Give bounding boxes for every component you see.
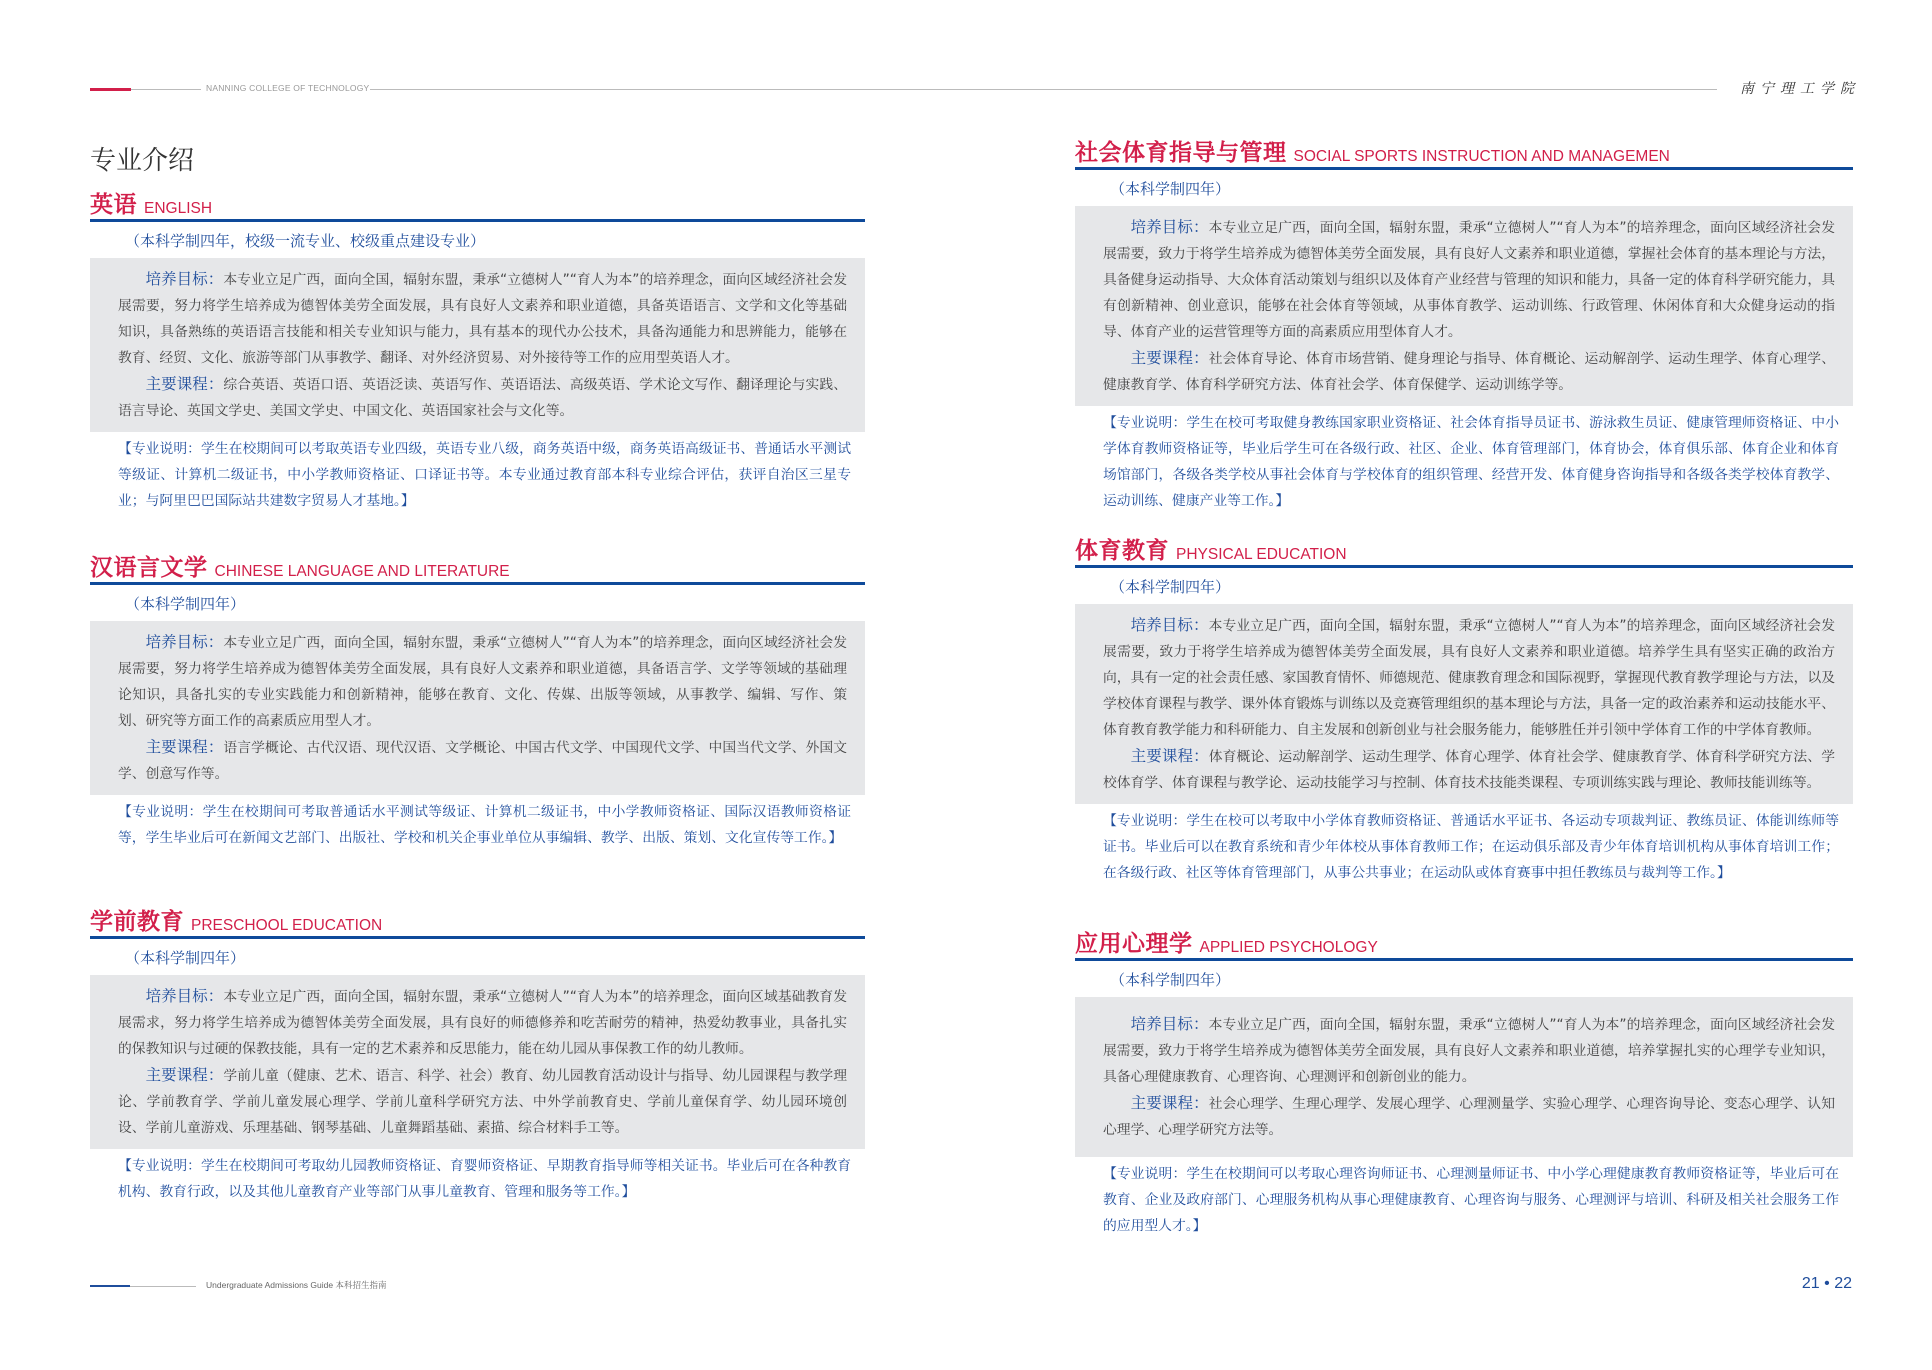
major-applied-psychology [1075,929,1853,1239]
goal-text: 本专业立足广西，面向全国，辐射东盟，秉承“立德树人”“育人为本”的培养理念，面向区域经济社会发展需要，致力于将学生培养成为德智体美劳全面发展，具有良好人文素养和职业道德，培养掌握扎实的心理学专业知识，具备心理健康教育、心理咨询、心理测评和创新创业的能力。 [1103,1017,1835,1085]
major-name-en: CHINESE LANGUAGE AND LITERATURE [214,562,510,580]
major-name-cn: 汉语言文学 [90,555,208,581]
main-courses [1103,345,1835,398]
major-preschool-education [90,907,865,1205]
page-header [90,81,1860,100]
major-duration: （本科学制四年） [1110,180,1231,198]
major-note: 【专业说明：学生在校期间可考取普通话水平测试等级证、计算机二级证书，中小学教师资格证、国际汉语教师资格证等，学生毕业后可在新闻文艺部门、出版社、学校和机关企事业单位从事编辑、教学、出版、策划、文化宣传等工作。】 [118,804,851,846]
major-name-cn: 英语 [90,192,137,218]
major-heading [1075,536,1853,568]
main-courses [1103,743,1835,796]
courses-label: 主要课程： [1130,747,1209,765]
major-name-cn: 应用心理学 [1075,931,1193,957]
footer-accent-bar [90,1285,130,1287]
page-numbers: 21 • 22 [1801,1275,1852,1292]
major-note: 【专业说明：学生在校可以考取中小学体育教师资格证、普通话水平证书、各运动专项裁判证、教练员证、体能训练师等证书。毕业后可以在教育系统和青少年体校从事体育教师工作；在运动俱乐部及青少年体育培训机构从事体育培训工作；在各级行政、社区等体育管理部门，从事公共事业；在运动队或体育赛事中担任教练员与裁判等工作。】 [1103,813,1839,881]
major-description-box [1075,604,1853,804]
main-courses [118,371,847,424]
training-goal [118,983,847,1062]
courses-text: 学前儿童（健康、艺术、语言、科学、社会）教育、幼儿园教育活动设计与指导、幼儿园课程与教学理论、学前教育学、学前儿童发展心理学、学前儿童科学研究方法、中外学前教育史、学前儿童保育学、幼儿园环境创设、学前儿童游戏、乐理基础、钢琴基础、儿童舞蹈基础、素描、综合材料手工等。 [118,1068,847,1136]
training-goal [1103,612,1835,743]
training-goal [1103,214,1835,345]
major-heading [1075,929,1853,961]
major-name-en: SOCIAL SPORTS INSTRUCTION AND MANAGEMEN [1293,147,1670,165]
training-goal [1103,1011,1835,1090]
goal-label: 培养目标： [1130,1015,1209,1033]
training-goal [118,266,847,371]
goal-text: 本专业立足广西，面向全国，辐射东盟，秉承“立德树人”“育人为本”的培养理念，面向区域经济社会发展需要，努力将学生培养成为德智体美劳全面发展，具有良好人文素养和职业道德，具备语言学、文学等领域的基础理论知识，具备扎实的专业实践能力和创新精神，能够在教育、文化、传媒、出版等领域，从事教学、编辑、写作、策划、研究等方面工作的高素质应用型人才。 [118,635,847,729]
goal-label: 培养目标： [145,270,224,288]
major-social-sports [1075,138,1853,514]
goal-label: 培养目标： [145,987,224,1005]
main-courses [118,734,847,787]
major-name-en: PRESCHOOL EDUCATION [191,916,383,934]
major-duration: （本科学制四年，校级一流专业、校级重点建设专业） [125,232,486,250]
major-name-cn: 社会体育指导与管理 [1075,140,1287,166]
goal-label: 培养目标： [1130,218,1209,236]
goal-label: 培养目标： [1130,616,1209,634]
goal-text: 本专业立足广西，面向全国，辐射东盟，秉承“立德树人”“育人为本”的培养理念，面向区域经济社会发展需要，致力于将学生培养成为德智体美劳全面发展，具有良好人文素养和职业道德，掌握社会体育的基本理论与方法，具备健身运动指导、大众体育活动策划与组织以及体育产业经营与管理的知识和能力，具备一定的体育科学研究能力，具有创新精神、创业意识，能够在社会体育等领域，从事体育教学、运动训练、行政管理、休闲体育和大众健身运动的指导、体育产业的运营管理等方面的高素质应用型体育人才。 [1103,220,1835,340]
college-name-en: NANNING COLLEGE OF TECHNOLOGY [206,83,370,93]
header-rule-long [370,89,1717,90]
training-goal [118,629,847,734]
courses-label: 主要课程： [145,1066,224,1084]
courses-text: 社会体育导论、体育市场营销、健身理论与指导、体育概论、运动解剖学、运动生理学、体育心理学、健康教育学、体育科学研究方法、体育社会学、体育保健学、运动训练学等。 [1103,351,1835,393]
major-name-cn: 学前教育 [90,909,184,935]
major-note: 【专业说明：学生在校期间可考取幼儿园教师资格证、育婴师资格证、早期教育指导师等相关证书。毕业后可在各种教育机构、教育行政，以及其他儿童教育产业等部门从事儿童教育、管理和服务等工作。】 [118,1158,851,1200]
major-heading [90,907,865,939]
courses-label: 主要课程： [1130,1094,1209,1112]
major-chinese-language-literature [90,553,865,851]
major-description-box [1075,997,1853,1157]
page-title: 专业介绍 [90,146,195,176]
major-duration: （本科学制四年） [125,949,246,967]
college-logo-calligraphy: 南宁理工学院 [1740,81,1860,97]
major-duration: （本科学制四年） [1110,971,1231,989]
major-description-box [1075,206,1853,406]
main-courses [118,1062,847,1141]
goal-text: 本专业立足广西，面向全国，辐射东盟，秉承“立德树人”“育人为本”的培养理念，面向区域基础教育发展需求，努力将学生培养成为德智体美劳全面发展，具有良好的师德修养和吃苦耐劳的精神，热爱幼教事业，具备扎实的保教知识与过硬的保教技能，具有一定的艺术素养和反思能力，能在幼儿园从事保教工作的幼儿教师。 [118,989,847,1057]
major-name-en: ENGLISH [144,199,213,217]
header-accent-bar [90,88,131,91]
major-note: 【专业说明：学生在校期间可以考取心理咨询师证书、心理测量师证书、中小学心理健康教育教师资格证等，毕业后可在教育、企业及政府部门、心理服务机构从事心理健康教育、心理咨询与服务、心理测评与培训、科研及相关社会服务工作的应用型人才。】 [1103,1166,1839,1234]
courses-text: 综合英语、英语口语、英语泛读、英语写作、英语语法、高级英语、学术论文写作、翻译理论与实践、语言导论、英国文学史、美国文学史、中国文化、英语国家社会与文化等。 [118,377,847,419]
footer-rule [130,1286,196,1287]
major-physical-education [1075,536,1853,886]
courses-text: 语言学概论、古代汉语、现代汉语、文学概论、中国古代文学、中国现代文学、中国当代文学、外国文学、创意写作等。 [118,740,847,782]
major-duration: （本科学制四年） [1110,578,1231,596]
major-name-en: APPLIED PSYCHOLOGY [1199,938,1378,956]
courses-label: 主要课程： [145,738,224,756]
major-name-cn: 体育教育 [1075,538,1169,564]
main-courses [1103,1090,1835,1143]
major-english [90,190,865,514]
goal-label: 培养目标： [145,633,224,651]
major-description-box [90,258,865,432]
major-note: 【专业说明：学生在校可考取健身教练国家职业资格证、社会体育指导员证书、游泳救生员证、健康管理师资格证、中小学体育教师资格证等，毕业后学生可在各级行政、社区、企业、体育管理部门，体育协会，体育俱乐部、体育企业和体育场馆部门，各级各类学校从事社会体育与学校体育的组织管理、经营开发、体育健身咨询指导和各级各类学校体育教学、运动训练、健康产业等工作。】 [1103,415,1839,509]
courses-text: 社会心理学、生理心理学、发展心理学、心理测量学、实验心理学、心理咨询导论、变态心理学、认知心理学、心理学研究方法等。 [1103,1096,1835,1138]
major-heading [90,553,865,585]
header-rule [131,89,201,90]
major-description-box [90,975,865,1149]
major-heading [90,190,865,222]
courses-text: 体育概论、运动解剖学、运动生理学、体育心理学、体育社会学、健康教育学、体育科学研究方法、学校体育学、体育课程与教学论、运动技能学习与控制、体育技术技能类课程、专项训练实践与理论、教师技能训练等。 [1103,749,1835,791]
major-name-en: PHYSICAL EDUCATION [1176,545,1347,563]
footer-guide-text: Undergraduate Admissions Guide 本科招生指南 [206,1280,387,1290]
courses-label: 主要课程： [1130,349,1209,367]
major-heading [1075,138,1853,170]
goal-text: 本专业立足广西，面向全国，辐射东盟，秉承“立德树人”“育人为本”的培养理念，面向区域经济社会发展需要，致力于将学生培养成为德智体美劳全面发展，具有良好人文素养和职业道德。培养学生具有坚实正确的政治方向，具有一定的社会责任感、家国教育情怀、师德规范、健康教育理念和国际视野，掌握现代教育教学理论与方法，以及学校体育课程与教学、课外体育锻炼与训练以及竞赛管理组织的基本理论与方法，具备一定的政治素养和运动技能水平、体育教育教学能力和科研能力、自主发展和创新创业与社会服务能力，能够胜任并引领中学体育工作的中学体育教师。 [1103,618,1835,738]
major-description-box [90,621,865,795]
major-duration: （本科学制四年） [125,595,246,613]
courses-label: 主要课程： [145,375,224,393]
major-note: 【专业说明：学生在校期间可以考取英语专业四级，英语专业八级，商务英语中级，商务英语高级证书、普通话水平测试等级证、计算机二级证书，中小学教师资格证、口译证书等。本专业通过教育部本科专业综合评估，获评自治区三星专业；与阿里巴巴国际站共建数字贸易人才基地。】 [118,441,851,509]
goal-text: 本专业立足广西，面向全国，辐射东盟，秉承“立德树人”“育人为本”的培养理念，面向区域经济社会发展需要，努力将学生培养成为德智体美劳全面发展，具有良好人文素养和职业道德，具备英语语言、文学和文化等基础知识，具备熟练的英语语言技能和相关专业知识与能力，具有基本的现代办公技术，具备沟通能力和思辨能力，能够在教育、经贸、文化、旅游等部门从事教学、翻译、对外经济贸易、对外接待等工作的应用型英语人才。 [118,272,847,366]
